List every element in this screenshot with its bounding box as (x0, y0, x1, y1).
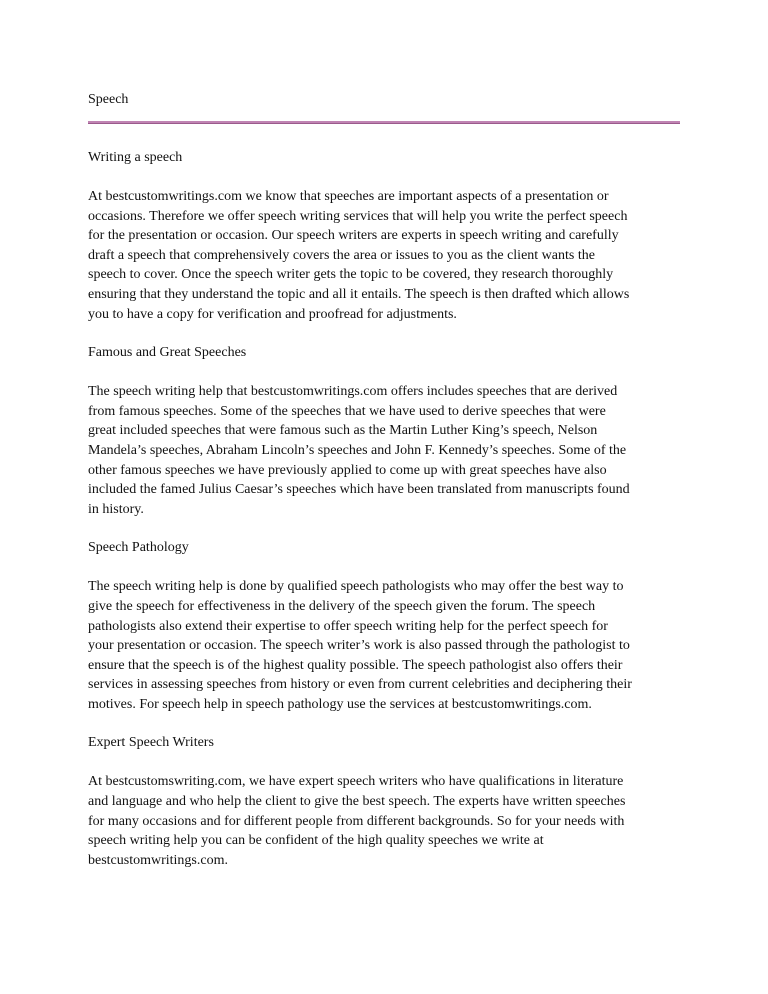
text-line: speech to cover. Once the speech writer gets the topic to be covered, they research thoroughly (88, 267, 614, 283)
text-line: included the famed Julius Caesar’s speeches which have been translated from manuscripts found (88, 482, 630, 498)
text-line: Mandela’s speeches, Abraham Lincoln’s speeches and John F. Kennedy’s speeches. Some of the (88, 442, 627, 458)
text-line: ensure that the speech is of the highest quality possible. The speech pathologist also offers their (88, 657, 623, 673)
text-line: you to have a copy for verification and proofread for adjustments. (88, 306, 457, 322)
text-line: for the presentation or occasion. Our speech writers are experts in speech writing and carefully (88, 228, 619, 244)
section-heading-famous-speeches: Famous and Great Speeches (88, 345, 247, 361)
text-line: occasions. Therefore we offer speech writing services that will help you write the perfect speech (88, 208, 628, 224)
section-heading-speech-pathology: Speech Pathology (88, 540, 189, 556)
text-line: ensuring that they understand the topic and all it entails. The speech is then drafted which allows (88, 286, 630, 302)
text-line: great included speeches that were famous such as the Martin Luther King’s speech, Nelson (88, 423, 598, 439)
text-line: At bestcustomswriting.com, we have expert speech writers who have qualifications in literature (88, 774, 624, 790)
text-line: pathologists also extend their expertise to offer speech writing help for the perfect speech for (88, 618, 608, 634)
document-title: Speech (88, 92, 129, 107)
text-line: your presentation or occasion. The speech writer’s work is also passed through the pathologist to (88, 638, 630, 654)
text-line: and language and who help the client to give the best speech. The experts have written speeches (88, 794, 626, 810)
section-paragraph-expert-writers (88, 772, 684, 870)
text-line: draft a speech that comprehensively covers the area or issues to you as the client wants the (88, 247, 595, 263)
text-line: The speech writing help is done by qualified speech pathologists who may offer the best way to (88, 579, 624, 595)
text-line: bestcustomwritings.com. (88, 852, 228, 868)
text-line: from famous speeches. Some of the speeches that we have used to derive speeches that were (88, 403, 606, 419)
text-line: in history. (88, 501, 144, 517)
text-line: other famous speeches we have previously applied to come up with great speeches have also (88, 462, 607, 478)
section-paragraph-famous-speeches (88, 382, 684, 519)
text-line: speech writing help you can be confident of the high quality speeches we write at (88, 833, 544, 849)
title-underline-rule (88, 121, 680, 124)
section-paragraph-writing-a-speech (88, 187, 684, 324)
text-line: for many occasions and for different people from different backgrounds. So for your needs with (88, 813, 625, 829)
document-body (88, 148, 684, 889)
section-heading-expert-writers: Expert Speech Writers (88, 735, 214, 751)
text-line: At bestcustomwritings.com we know that speeches are important aspects of a presentation or (88, 189, 609, 204)
text-line: services in assessing speeches from history or even from current celebrities and deciphering their (88, 677, 632, 693)
text-line: give the speech for effectiveness in the delivery of the speech given the forum. The speech (88, 598, 596, 614)
text-line: The speech writing help that bestcustomwritings.com offers includes speeches that are derived (88, 384, 618, 400)
section-heading-writing-a-speech: Writing a speech (88, 150, 183, 165)
text-line: motives. For speech help in speech pathology use the services at bestcustomwritings.com. (88, 696, 592, 712)
section-paragraph-speech-pathology (88, 577, 684, 714)
